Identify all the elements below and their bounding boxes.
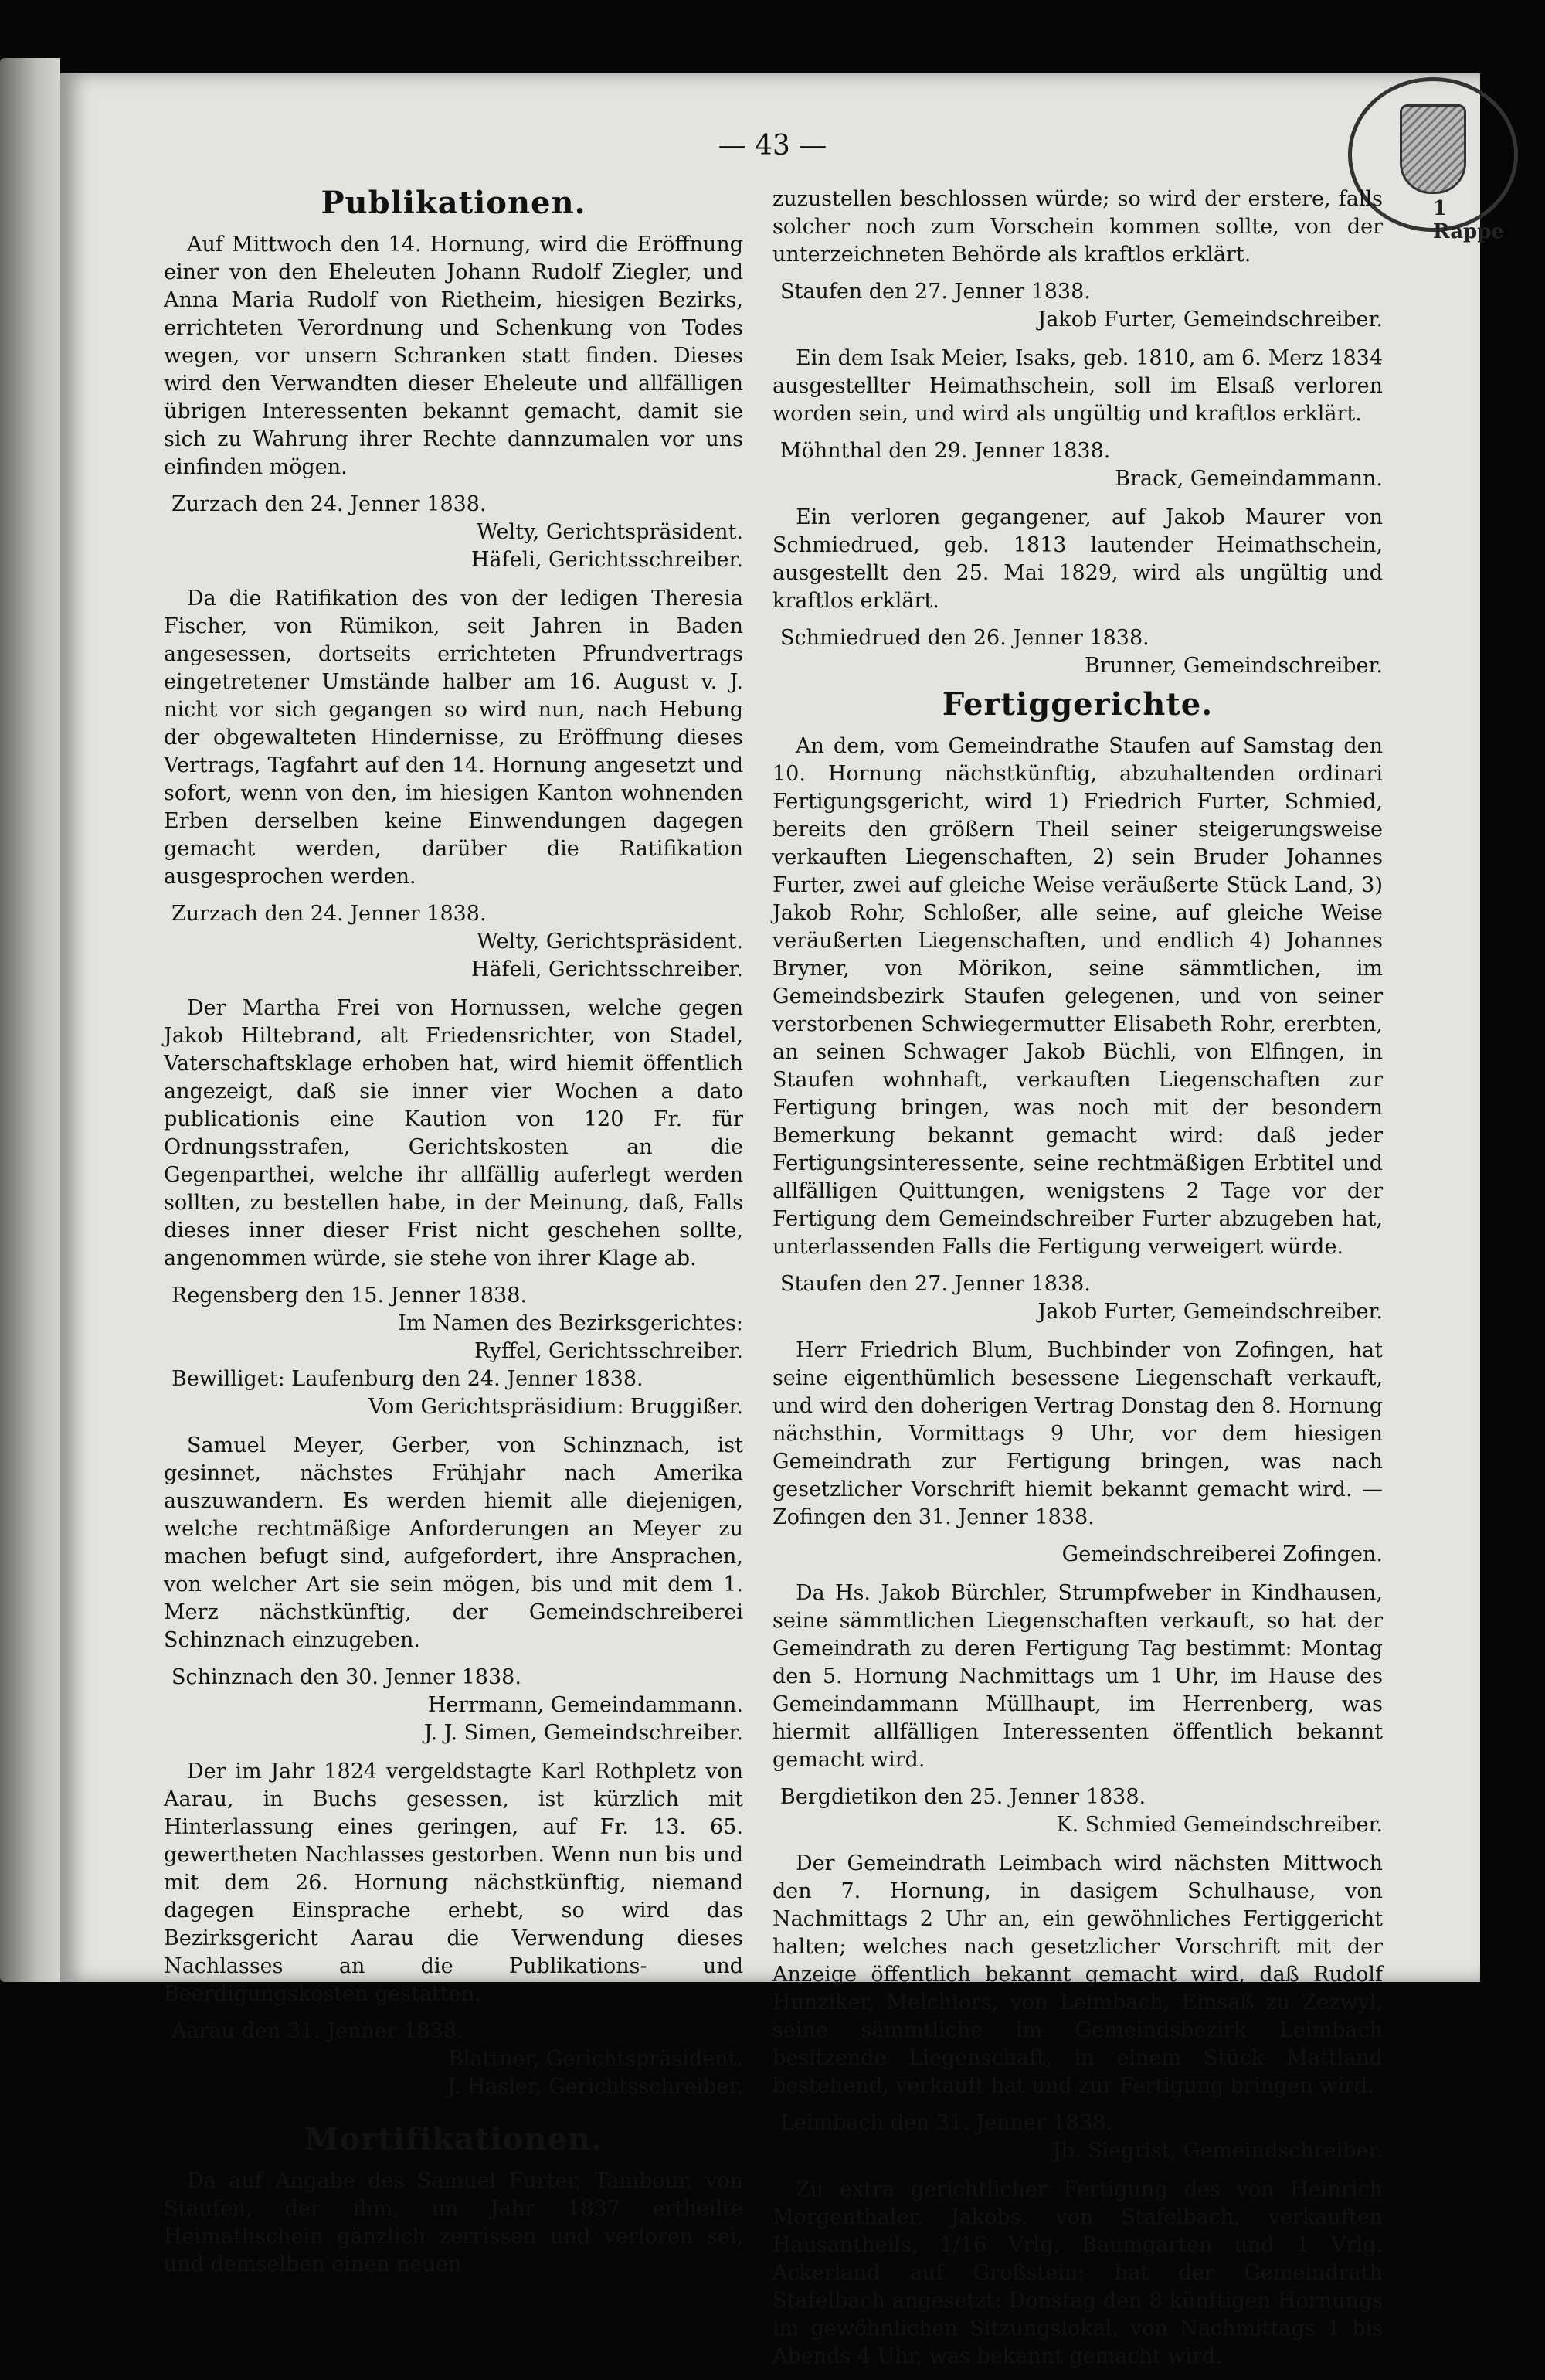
- notice-place-date: Leimbach den 31. Jenner 1838.: [780, 2111, 1112, 2135]
- notice-place-date: Staufen den 27. Jenner 1838.: [780, 280, 1091, 304]
- stamp-text: 1 Rappe: [1433, 197, 1504, 243]
- right-column: [772, 185, 1383, 2380]
- notice-place-date: Zurzach den 24. Jenner 1838.: [171, 902, 487, 926]
- notice-place-date: Zurzach den 24. Jenner 1838.: [171, 492, 487, 516]
- notice-paragraph: Da die Ratifikation des von der ledigen Theresia Fischer, von Rümikon, seit Jahren in Baden angesessen, dortseits errichteten Pfrundvertrags eingetretener Umstände halber am 16. August v. J. nicht vor sich gegangen so wird nun, nach Hebung der obgewalteten Hindernisse, zu Eröffnung dieses Vertrags, Tagfahrt auf den 14. Hornung angesetzt und sofort, wenn von den, im hiesigen Kanton wohnenden Erben derselben keine Einwendungen dagegen gemacht werden, darüber die Ratifikation ausgesprochen werden.: [164, 586, 743, 889]
- notice-signature: Im Namen des Bezirksgerichtes:: [398, 1311, 743, 1335]
- notice-approval: Bewilliget: Laufenburg den 24. Jenner 1838.: [171, 1367, 643, 1391]
- notice-signature: J. Hasler, Gerichtsschreiber.: [447, 2075, 743, 2099]
- notice-paragraph: Samuel Meyer, Gerber, von Schinznach, ist gesinnet, nächstes Frühjahr nach Amerika auszuwandern. Es werden hiemit alle diejenigen, welche rechtmäßige Anforderungen an Meyer zu machen befugt sind, aufgefordert, ihre Ansprachen, von welcher Art sie sein mögen, bis und mit dem 1. Merz nächstkünftig, der Gemeindschreiberei Schinznach einzugeben.: [164, 1433, 743, 1652]
- notice-place-date: Bergdietikon den 25. Jenner 1838.: [780, 1785, 1146, 1809]
- notice-place-date: Aarau den 31. Jenner 1838.: [171, 2019, 464, 2043]
- notice-paragraph: Ein dem Isak Meier, Isaks, geb. 1810, am 6. Merz 1834 ausgestellter Heimathschein, soll im Elsaß verloren worden sein, und wird als ungültig und kraftlos erklärt.: [772, 346, 1383, 426]
- page-number: — 43 —: [718, 130, 827, 162]
- notice-paragraph: zuzustellen beschlossen würde; so wird der erstere, falls solcher noch zum Vorschein kommen sollte, von der unterzeichneten Behörde als kraftlos erklärt.: [772, 187, 1383, 267]
- notice-signature: Blattner, Gerichtspräsident.: [448, 2047, 743, 2071]
- notice-place-date: Staufen den 27. Jenner 1838.: [780, 1272, 1091, 1296]
- notice-signature: Brack, Gemeindammann.: [1115, 467, 1383, 491]
- notice-paragraph: Zu extra gerichtlicher Fertigung des von Heinrich Morgenthaler, Jakobs, von Stafelbach, verkauften Hausantheils, 1/16 Vrlg. Baumgarten und 1 Vrlg. Ackerland auf Großstein; hat der Gemeindrath Stafelbach angesetzt: Donstag den 8 künftigen Hornungs im gewöhnlichen Sitzungslokal, von Nachmittags 1 bis Abends 4 Uhr, was bekannt gemacht wird.: [772, 2178, 1383, 2368]
- notice-signature: Brunner, Gemeindschreiber.: [1084, 654, 1383, 678]
- notice-signature: Häfeli, Gerichtsschreiber.: [470, 957, 743, 981]
- notice-paragraph: Da auf Angabe des Samuel Furter, Tambour, von Staufen, der ihm, im Jahr 1837 ertheilte Heimathschein gänzlich zerrissen und verloren sei, und demselben einen neuen: [164, 2169, 743, 2276]
- notice-paragraph: Da Hs. Jakob Bürchler, Strumpfweber in Kindhausen, seine sämmtlichen Liegenschaften verkauft, so hat der Gemeindrath zu deren Fertigung Tag bestimmt: Montag den 5. Hornung Nachmittags um 1 Uhr, im Hause des Gemeindammann Müllhaupt, im Herrenberg, was hiermit allfälligen Interessenten öffentlich bekannt gemacht wird.: [772, 1581, 1383, 1772]
- heading-mortifikationen: Mortifikationen.: [304, 2121, 603, 2157]
- notice-signature: Herrmann, Gemeindammann.: [427, 1693, 743, 1717]
- heading-fertiggerichte: Fertiggerichte.: [942, 686, 1214, 722]
- notice-signature: J. J. Simen, Gemeindschreiber.: [423, 1721, 743, 1745]
- notice-signature: Vom Gerichtspräsidium: Bruggißer.: [368, 1395, 743, 1419]
- notice-paragraph: Der Martha Frei von Hornussen, welche gegen Jakob Hiltebrand, alt Friedensrichter, von Stadel, Vaterschaftsklage erhoben hat, wird hiemit öffentlich angezeigt, daß sie inner vier Wochen a dato publicationis eine Kaution von 120 Fr. für Ordnungsstrafen, Gerichtskosten an die Gegenparthei, welche ihr allfällig auferlegt werden sollten, zu bestellen habe, in der Meinung, daß, Falls dieses inner dieser Frist nicht geschehen sollte, angenommen würde, sie stehe von ihrer Klage ab.: [164, 996, 743, 1270]
- notice-paragraph: Herr Friedrich Blum, Buchbinder von Zofingen, hat seine eigenthümlich besessene Liegenschaft verkauft, und wird den doherigen Vertrag Donstag den 8. Hornung nächsthin, Vormittags 9 Uhr, vor dem hiesigen Gemeindrath zur Fertigung bringen, was nach gesetzlicher Vorschrift hiemit bekannt gemacht wird. — Zofingen den 31. Jenner 1838.: [772, 1338, 1383, 1529]
- notice-signature: Gemeindschreiberei Zofingen.: [1061, 1542, 1383, 1566]
- notice-signature: Jakob Furter, Gemeindschreiber.: [1037, 1300, 1383, 1324]
- notice-place-date: Schinznach den 30. Jenner 1838.: [171, 1665, 521, 1689]
- notice-paragraph: Der im Jahr 1824 vergeldstagte Karl Rothpletz von Aarau, in Buchs gesessen, ist kürzlich mit Hinterlassung eines geringen, auf Fr. 13. 65. gewertheten Nachlasses gestorben. Wenn nun bis und mit dem 26. Hornung nächstkünftig, niemand dagegen Einsprache erhebt, so wird das Bezirksgericht Aarau die Verwendung dieses Nachlasses an die Publikations- und Beerdigungskosten gestatten.: [164, 1760, 743, 2006]
- notice-signature: Welty, Gerichtspräsident.: [476, 520, 743, 544]
- notice-signature: Häfeli, Gerichtsschreiber.: [470, 548, 743, 572]
- notice-paragraph: An dem, vom Gemeindrathe Staufen auf Samstag den 10. Hornung nächstkünftig, abzuhaltenden ordinari Fertigungsgericht, wird 1) Friedrich Furter, Schmied, bereits den größern Theil seiner steigerungsweise verkauften Liegenschaften, 2) sein Bruder Johannes Furter, zwei auf gleiche Weise veräußerte Stück Land, 3) Jakob Rohr, Schloßer, alle seine, auf gleiche Weise veräußerten Liegenschaften, und endlich 4) Johannes Bryner, von Mörikon, seine sämmtlichen, im Gemeindsbezirk Staufen gelegenen, und von seiner verstorbenen Schwiegermutter Elisabeth Rohr, ererbten, an seinen Schwager Jakob Büchli, von Elfingen, in Staufen wohnhaft, verkauften Liegenschaften zur Fertigung bringen, was noch mit der besondern Bemerkung bekannt gemacht wird: daß jeder Fertigungsinteressente, seine rechtmäßigen Erbtitel und allfälligen Quittungen, wenigstens 2 Tage vor der Fertigung dem Gemeindschreiber Furter abzugeben hat, unterlassenden Falls die Fertigung verweigert würde.: [772, 734, 1383, 1259]
- notice-place-date: Schmiedrued den 26. Jenner 1838.: [780, 626, 1149, 650]
- left-column: [164, 185, 743, 2288]
- notice-signature: Welty, Gerichtspräsident.: [476, 930, 743, 954]
- heading-publikationen: Publikationen.: [321, 185, 586, 221]
- notice-place-date: Regensberg den 15. Jenner 1838.: [171, 1284, 527, 1307]
- left-page-edge: [0, 58, 60, 1982]
- notice-paragraph: Auf Mittwoch den 14. Hornung, wird die Eröffnung einer von den Eheleuten Johann Rudolf Ziegler, und Anna Maria Rudolf von Rietheim, hiesigen Bezirks, errichteten Verordnung und Schenkung von Todes wegen, vor unsern Schranken statt finden. Dieses wird den Verwandten dieser Eheleute und allfälligen übrigen Interessenten bekannt gemacht, damit sie sich zu Wahrung ihrer Rechte dannzumalen vor uns einfinden mögen.: [164, 233, 743, 479]
- notice-signature: Jb. Siegrist, Gemeindschreiber.: [1052, 2139, 1383, 2163]
- notice-place-date: Möhnthal den 29. Jenner 1838.: [780, 439, 1111, 463]
- notice-signature: K. Schmied Gemeindschreiber.: [1056, 1813, 1383, 1837]
- notice-signature: Jakob Furter, Gemeindschreiber.: [1037, 308, 1383, 332]
- notice-paragraph: Der Gemeindrath Leimbach wird nächsten Mittwoch den 7. Hornung, in dasigem Schulhause, von Nachmittags 2 Uhr an, ein gewöhnliches Fertiggericht halten; welches nach gesetzlicher Vorschrift mit der Anzeige öffentlich bekannt gemacht wird, daß Rudolf Hunziker, Melchiors, von Leimbach, Einsaß zu Zezwyl, seine sämmtliche im Gemeindsbezirk Leimbach besitzende Liegenschaft, in einem Stück Mattland bestehend, verkauft hat und zur Fertigung bringen wird.: [772, 1851, 1383, 2098]
- notice-signature: Ryffel, Gerichtsschreiber.: [474, 1339, 743, 1363]
- notice-paragraph: Ein verloren gegangener, auf Jakob Maurer von Schmiedrued, geb. 1813 lautender Heimathschein, ausgestellt den 25. Mai 1829, wird als ungültig und kraftlos erklärt.: [772, 505, 1383, 613]
